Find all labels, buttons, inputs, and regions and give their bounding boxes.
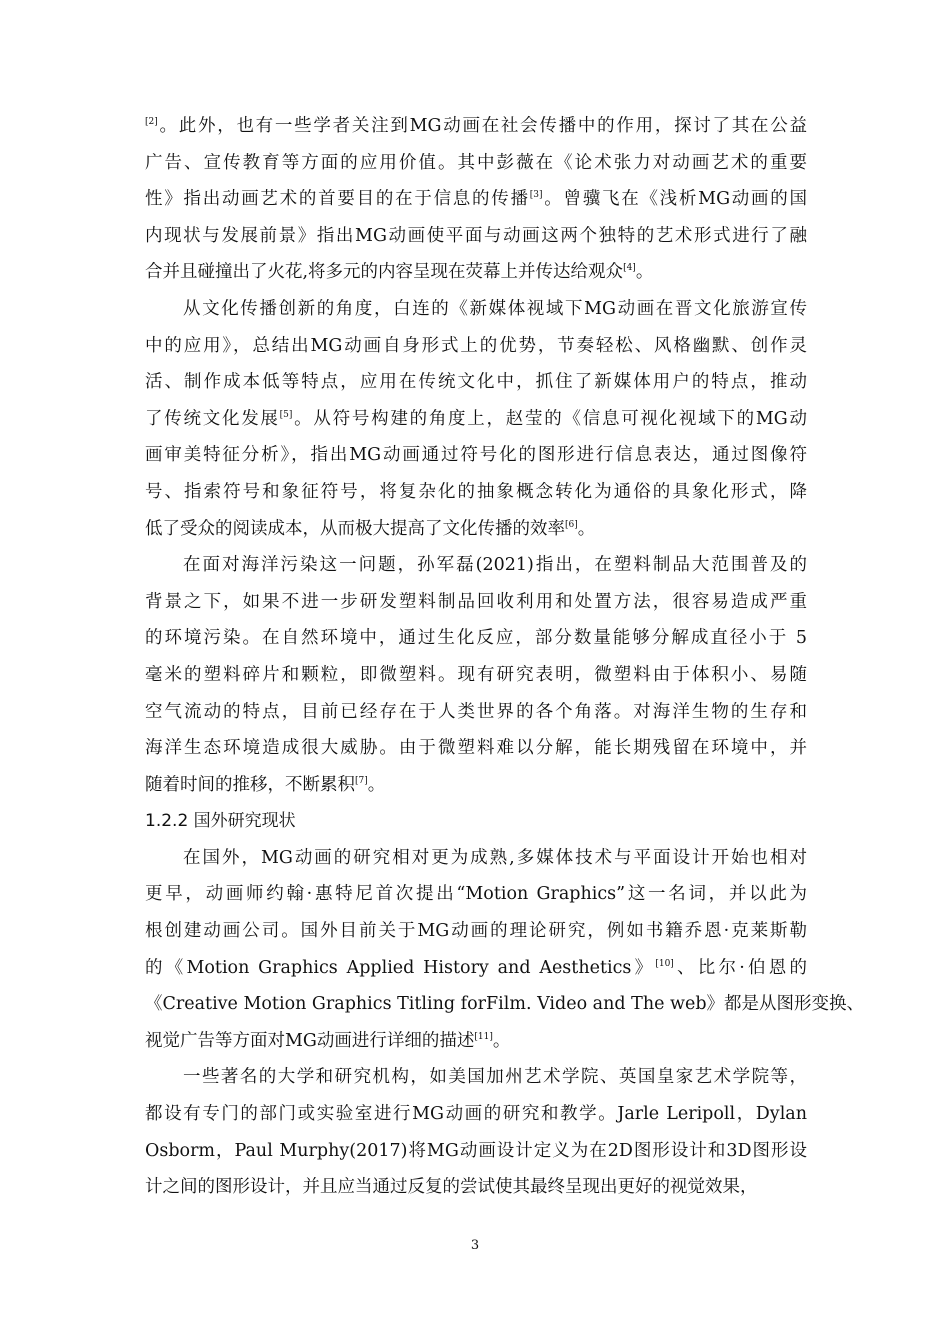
citation-2: [2] xyxy=(145,117,158,127)
text-line: 根创建动画公司。国外目前关于MG动画的理论研究，例如书籍乔恩·克莱斯勒 xyxy=(145,921,807,942)
text-line: 的《Motion Graphics Applied History and Aesthetics》[10]、比尔·伯恩的 xyxy=(145,957,807,978)
text-line: 空气流动的特点，目前已经存在于人类世界的各个角落。对海洋生物的生存和 xyxy=(145,701,807,722)
text-line: 都设有专门的部门或实验室进行MG动画的研究和教学。Jarle Leripoll，Dylan xyxy=(145,1104,807,1125)
citation-5: [5] xyxy=(279,409,293,420)
paragraph-1 xyxy=(145,108,807,291)
paragraph-2 xyxy=(145,291,807,547)
text-line: 广告、宣传教育等方面的应用价值。其中彭薇在《论术张力对动画艺术的重要 xyxy=(145,152,807,173)
document-body xyxy=(145,108,865,1206)
citation-4: [4] xyxy=(623,263,636,274)
text-line: 更早，动画师约翰·惠特尼首次提出“Motion Graphics”这一名词，并以此为 xyxy=(145,884,807,905)
section-heading: 1.2.2 国外研究现状 xyxy=(145,811,296,832)
text-line: 随着时间的推移，不断累积[7]。 xyxy=(145,774,386,795)
text-line: 从文化传播创新的角度，白连的《新媒体视域下MG动画在晋文化旅游宣传 xyxy=(183,298,807,319)
citation-10: [10] xyxy=(655,958,674,969)
paragraph-4 xyxy=(145,840,865,1060)
text-line: 的环境污染。在自然环境中，通过生化反应，部分数量能够分解成直径小于 5 xyxy=(145,628,807,649)
text-line: 《Creative Motion Graphics Titling forFilm. Video and The web》都是从图形变换、 xyxy=(145,994,865,1015)
text-line: 背景之下，如果不进一步研发塑料制品回收利用和处置方法，很容易造成严重 xyxy=(145,591,807,612)
paragraph-3 xyxy=(145,547,807,803)
text-line: 毫米的塑料碎片和颗粒，即微塑料。现有研究表明，微塑料由于体积小、易随 xyxy=(145,664,807,685)
citation-7: [7] xyxy=(355,775,368,786)
text-line: 了传统文化发展[5]。从符号构建的角度上，赵莹的《信息可视化视域下的MG动 xyxy=(145,408,807,429)
page-number: 3 xyxy=(470,1238,480,1253)
text-line: 在面对海洋污染这一问题，孙军磊(2021)指出，在塑料制品大范围普及的 xyxy=(183,555,807,576)
text-line: 号、指索符号和象征符号，将复杂化的抽象概念转化为通俗的具象化形式，降 xyxy=(145,481,807,502)
citation-6: [6] xyxy=(565,519,578,530)
text-line: 低了受众的阅读成本，从而极大提高了文化传播的效率[6]。 xyxy=(145,518,596,539)
text-line: 活、制作成本低等特点，应用在传统文化中，抓住了新媒体用户的特点，推动 xyxy=(145,372,807,393)
text-line: 合并且碰撞出了火花,将多元的内容呈现在荧幕上并传达给观众[4]。 xyxy=(145,262,654,283)
text-line: 视觉广告等方面对MG动画进行详细的描述[11]。 xyxy=(145,1030,511,1051)
text-line: 海洋生态环境造成很大威胁。由于微塑料难以分解，能长期残留在环境中，并 xyxy=(145,738,807,759)
text-line: 内现状与发展前景》指出MG动画使平面与动画这两个独特的艺术形式进行了融 xyxy=(145,225,807,246)
text-line: 中的应用》，总结出MG动画自身形式上的优势，节奏轻松、风格幽默、创作灵 xyxy=(145,335,807,356)
text-line: 计之间的图形设计，并且应当通过反复的尝试使其最终呈现出更好的视觉效果， xyxy=(145,1177,758,1198)
text-line: 一些著名的大学和研究机构，如美国加州艺术学院、英国皇家艺术学院等， xyxy=(183,1067,807,1088)
text-line: Osborm，Paul Murphy(2017)将MG动画设计定义为在2D图形设计和3D图形设 xyxy=(145,1140,807,1161)
text-line: [2]。此外，也有一些学者关注到MG动画在社会传播中的作用，探讨了其在公益 xyxy=(145,116,807,136)
text-line: 画审美特征分析》，指出MG动画通过符号化的图形进行信息表达，通过图像符 xyxy=(145,445,807,466)
text-line: 在国外，MG动画的研究相对更为成熟,多媒体技术与平面设计开始也相对 xyxy=(183,847,807,868)
citation-3: [3] xyxy=(529,190,543,201)
text-line: 性》指出动画艺术的首要目的在于信息的传播[3]。曾骥飞在《浅析MG动画的国 xyxy=(145,189,808,210)
paragraph-5 xyxy=(145,1059,807,1205)
citation-11: [11] xyxy=(474,1031,493,1042)
